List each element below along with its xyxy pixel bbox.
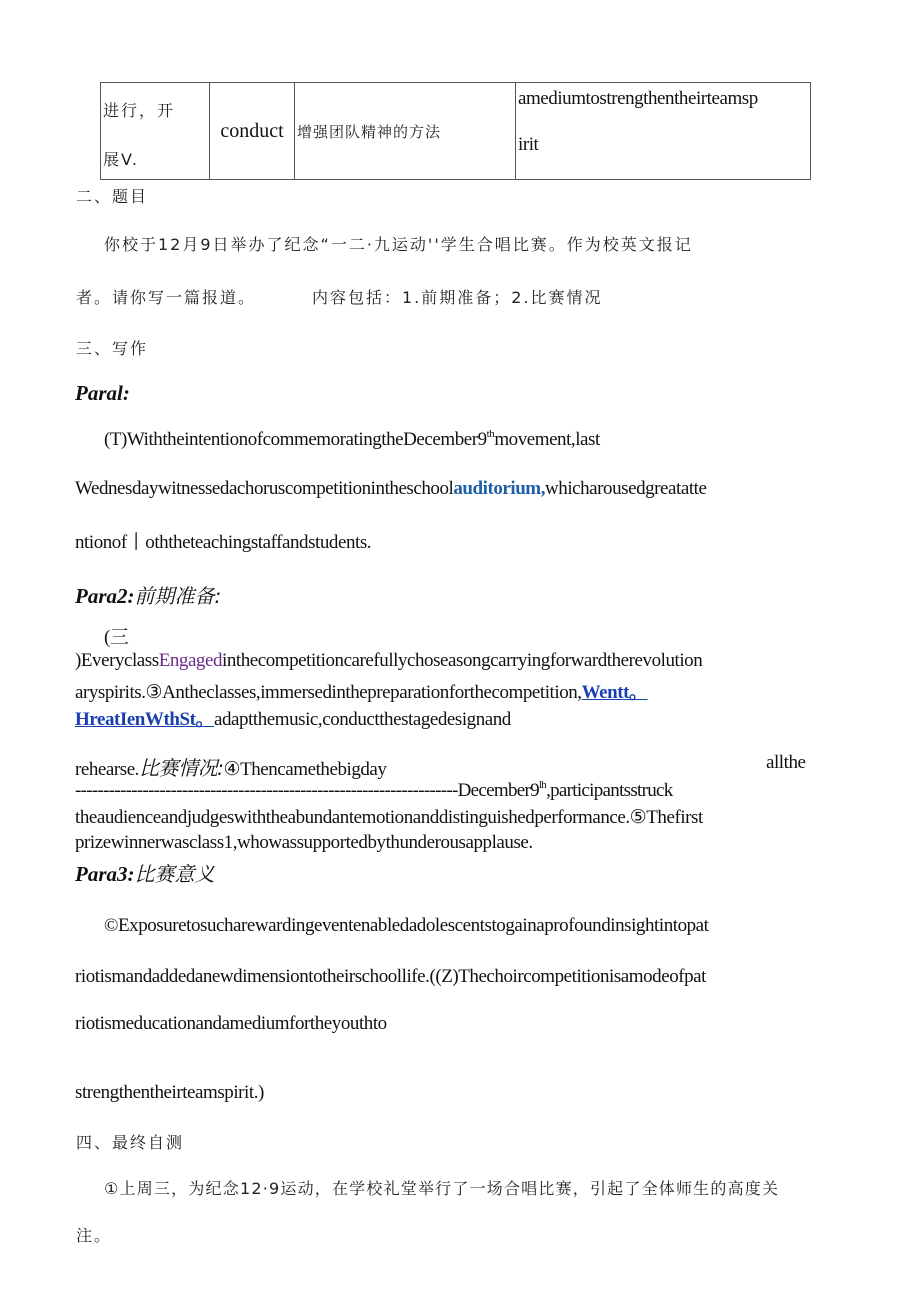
- para2-line2: )EveryclassEngagedinthecompetitioncarefullychoseasongcarryingforwardtherevolution: [75, 650, 703, 671]
- link-wentt[interactable]: Wentt。: [581, 682, 648, 703]
- section4-line1: ①上周三，为纪念12·9运动，在学校礼堂举行了一场合唱比赛，引起了全体师生的高度关: [104, 1179, 780, 1198]
- cn-term-line2: 展V.: [103, 150, 139, 169]
- para2-line5-end: allthe: [766, 752, 806, 773]
- table-cell-en-phrase: [516, 83, 811, 180]
- en-term: conduct: [220, 119, 284, 142]
- link-hreat[interactable]: HreatIenWthSt。: [75, 709, 215, 730]
- para1-line1: (T)WiththeintentionofcommemoratingtheDecember9thmovement,last: [104, 428, 600, 450]
- para2-line8: prizewinnerwasclass1,whowassupportedbythunderousapplause.: [75, 832, 533, 853]
- para2-line7: theaudienceandjudgeswiththeabundantemotionanddistinguishedperformance.⑤Thefirst: [75, 807, 703, 828]
- highlight-engaged: Engaged: [158, 650, 223, 671]
- para1-heading: Paral:: [75, 381, 130, 405]
- para2-heading: Para2:前期准备:: [75, 584, 222, 608]
- cn-term-line1: 进行，开: [103, 101, 176, 120]
- para2-line1: (三: [104, 627, 129, 648]
- prompt-line2a: 者。请你写一篇报道。: [76, 288, 257, 307]
- para2-line5: rehearse.比赛情况:④Thencamethebigday: [75, 756, 387, 780]
- para2-line3: aryspirits.③Antheclasses,immersedinthepreparationforthecompetition,Wentt。: [75, 682, 648, 703]
- table-row: [101, 83, 811, 180]
- para1-line2: Wednesdaywitnessedachoruscompetitionintheschoolauditorium,whicharousedgreatatte: [75, 478, 707, 499]
- para1-line3: ntionof丨oththeteachingstaffandstudents.: [75, 532, 372, 553]
- para3-line4: strengthentheirteamspirit.): [75, 1082, 264, 1103]
- en-phrase-line2: irit: [518, 134, 539, 155]
- section3-title: 三、写作: [76, 339, 149, 358]
- table-cell-cn-phrase: [295, 83, 516, 180]
- en-phrase-line1: amediumtostrengthentheirteamsp: [518, 88, 758, 109]
- vocab-table: [100, 82, 811, 180]
- table-cell-en-term: [210, 83, 295, 180]
- para3-line3: riotismeducationandamediumfortheyouthto: [75, 1013, 387, 1034]
- section2-title: 二、题目: [76, 187, 149, 206]
- section4-title: 四、最终自测: [76, 1133, 185, 1152]
- para3-line2: riotismandaddedanewdimensiontotheirschoollife.((Z)Thechoircompetitionisamodeofpat: [75, 966, 706, 987]
- section4-line2: 注。: [76, 1226, 113, 1245]
- para3-heading: Para3:比赛意义: [75, 862, 215, 886]
- highlight-auditorium: auditorium,: [453, 478, 545, 499]
- prompt-line1: 你校于12月9日举办了纪念“一二·九运动''学生合唱比赛。作为校英文报记: [104, 235, 693, 254]
- table-cell-cn-term: [101, 83, 210, 180]
- para3-line1: ©Exposuretosucharewardingeventenabledadolescentstogainaprofoundinsightintopat: [104, 915, 709, 936]
- para2-line6: $--------------------------------------------------------------------December9^{lh},participantsstruck$: [75, 779, 673, 801]
- para2-line4: HreatIenWthSt。adaptthemusic,conductthestagedesignand: [75, 709, 511, 730]
- cn-phrase: 增强团队精神的方法: [297, 122, 442, 141]
- prompt-line2b: 内容包括：1.前期准备；2.比赛情况: [312, 288, 603, 307]
